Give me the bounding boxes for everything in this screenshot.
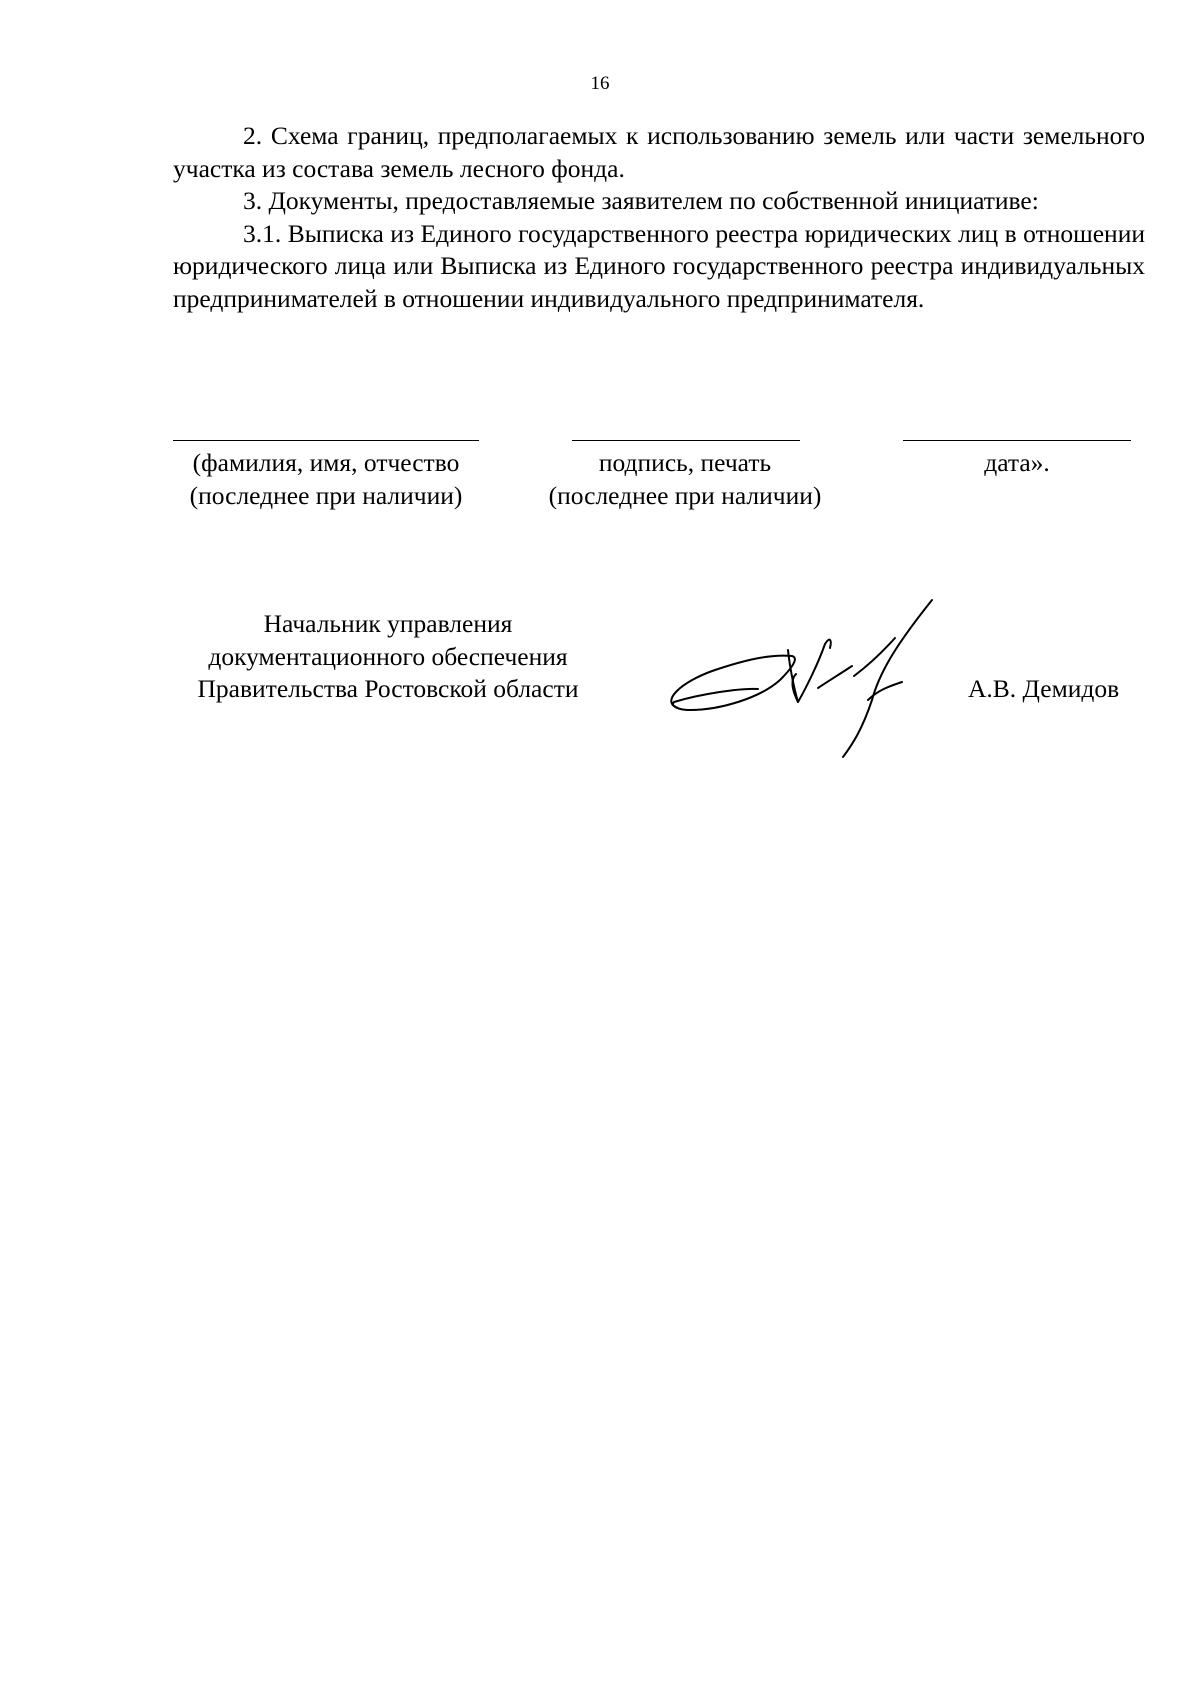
official-title [168, 608, 608, 706]
sign-caption-line-2: (последнее при наличии) [548, 481, 822, 510]
official-name: А.В. Демидов [968, 674, 1120, 703]
name-caption-line-1: (фамилия, имя, отчество [192, 448, 460, 477]
name-field-line [173, 440, 479, 441]
signature-field-caption [530, 446, 840, 512]
handwritten-signature [640, 590, 950, 760]
date-field-caption: дата». [984, 448, 1050, 477]
paragraph-item-3-1: 3.1. Выписка из Единого государственного реестра юридических лиц в отношении юридического лица или Выписка из Единого государственного реестра индивидуальных предпринимателей в отношении индивидуального предпринимателя. [173, 218, 1145, 313]
page-number: 16 [590, 73, 610, 94]
date-field-line [903, 440, 1131, 441]
signature-field-line [572, 440, 800, 441]
paragraph-item-2: 2. Схема границ, предполагаемых к использованию земель или части земельного участка из состава земель лесного фонда. [173, 121, 1145, 183]
name-caption-line-2: (последнее при наличии) [189, 481, 463, 510]
paragraph-item-3: 3. Документы, предоставляемые заявителем по собственной инициативе: [243, 186, 1039, 215]
official-title-line-3: Правительства Ростовской области [197, 674, 579, 703]
name-field-caption [173, 446, 479, 512]
document-body [173, 120, 1145, 315]
sign-caption-line-1: подпись, печать [598, 448, 772, 477]
official-title-line-2: документационного обеспечения [208, 641, 568, 671]
official-title-line-1: Начальник управления [263, 609, 513, 638]
